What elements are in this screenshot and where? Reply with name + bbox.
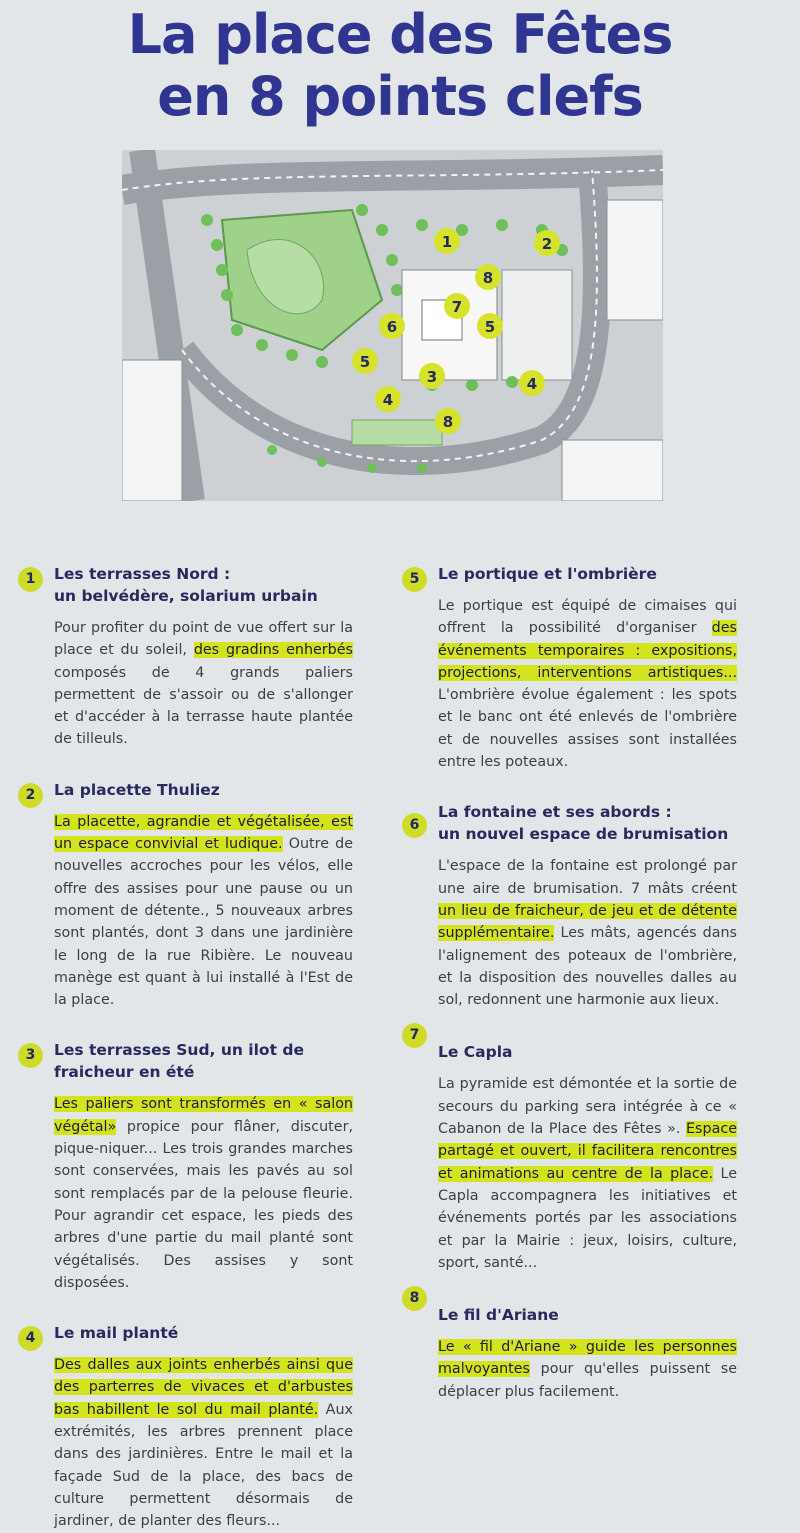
body-text: propice pour flâner, discuter, pique-niquer... Les trois grandes marches sont conservées, mais les pavés au sol sont remplacés par de la pelouse fleurie. Pour agrandir cet espace, les pieds des arbres d'une partie du mail planté sont végétalisés. Des assises y sont disposées. (54, 1118, 353, 1291)
body-text: Pour profiter du point de vue offert sur la place et du soleil, (54, 620, 353, 659)
section-number-badge: 8 (402, 1286, 427, 1311)
heading-line: Le Capla (438, 1043, 513, 1062)
section-number-badge: 1 (18, 567, 43, 592)
body-text: Le portique est équipé de cimaises qui offrent la possibilité d'organiser (438, 598, 737, 637)
heading-line: fraicheur en été (54, 1063, 195, 1082)
heading-line: La fontaine et ses abords : (438, 803, 672, 822)
section-heading (438, 1304, 737, 1326)
section-8 (402, 1286, 737, 1403)
section-heading (54, 779, 353, 801)
heading-line: un belvédère, solarium urbain (54, 587, 318, 605)
map-marker-8b: 8 (442, 413, 454, 431)
body-text: Outre de nouvelles accroches pour les vélos, elle offre des assises pour une pause ou un moment de détente., 5 nouveaux arbres sont plantés, dont 3 dans une jardinière le long de la rue Ribière. Le nouveau manège est quant à lui installé à l'Est de la place. (54, 836, 353, 1009)
section-number-badge: 3 (18, 1043, 43, 1068)
map-marker-2: 2 (541, 235, 553, 253)
section-heading (438, 1041, 737, 1063)
section-heading (438, 563, 737, 585)
map-marker-3: 3 (426, 368, 438, 386)
section-1 (18, 563, 353, 751)
section-number-badge: 6 (402, 813, 427, 838)
heading-line: Le mail planté (54, 1324, 179, 1343)
section-body (54, 617, 353, 751)
body-text: Les mâts, agencés dans l'alignement des poteaux de l'ombrière, et la disposition des nouvelles dalles au sol, redonnent une harmonie aux lieux. (438, 925, 737, 1009)
highlighted-text: Espace partagé et ouvert, il facilitera rencontres et animations au centre de la place. (438, 1121, 737, 1182)
section-body (54, 1354, 353, 1532)
heading-line: La placette Thuliez (54, 780, 220, 799)
body-text: composés de 4 grands paliers permettent de s'assoir ou de s'allonger et d'accéder à la terrasse haute plantée de tilleuls. (54, 664, 353, 748)
body-text: Aux extrémités, les arbres prennent place dans des jardinières. Entre le mail et la façade Sud de la place, des bacs de culture permettent désormais de jardiner, de planter des fleurs... (54, 1401, 353, 1530)
highlighted-text: Des dalles aux joints enherbés ainsi que des parterres de vivaces et d'arbustes bas habillent le sol du mail planté. (54, 1357, 353, 1418)
heading-line: Le fil d'Ariane (438, 1306, 559, 1325)
body-text: pour qu'elles puissent se déplacer plus facilement. (438, 1361, 737, 1400)
heading-line: un nouvel espace de brumisation (438, 825, 729, 844)
body-text: L'espace de la fontaine est prolongé par une aire de brumisation. 7 mâts créent (438, 858, 737, 897)
body-text: Le Capla accompagnera les initiatives et événements portés par les associations et par la Mairie : jeux, loisirs, culture, sport, santé... (438, 1165, 737, 1271)
map-marker-8a: 8 (482, 269, 494, 287)
section-body (438, 1073, 737, 1274)
section-2 (18, 779, 353, 1012)
section-5 (402, 563, 737, 773)
heading-line: Les terrasses Sud, un ilot de (54, 1041, 304, 1060)
section-7 (402, 1023, 737, 1274)
body-text: La pyramide est démontée et la sortie de secours du parking sera intégrée à ce « Cabanon de la Place des Fêtes ». (438, 1076, 737, 1138)
section-number-badge: 2 (18, 783, 43, 808)
title-line-1: La place des Fêtes (127, 3, 673, 66)
highlighted-text: Les paliers sont transformés en « salon végétal» (54, 1096, 353, 1135)
body-text: L'ombrière évolue également : les spots et le banc ont été enlevés de l'ombrière et de nouvelles assises sont installées entre les poteaux. (438, 687, 737, 771)
highlighted-text: des gradins enherbés (193, 642, 353, 659)
section-number-badge: 4 (18, 1326, 43, 1351)
section-4 (18, 1322, 353, 1532)
map-marker-6: 6 (386, 318, 398, 336)
site-plan-drawing (122, 150, 663, 501)
page-title (0, 4, 800, 128)
map-marker-4a: 4 (526, 375, 538, 393)
section-heading (54, 563, 353, 607)
section-heading (54, 1039, 353, 1083)
map-marker-5a: 5 (484, 318, 496, 336)
heading-line: Le portique et l'ombrière (438, 565, 657, 583)
map-marker-1: 1 (441, 233, 453, 251)
section-number-badge: 5 (402, 567, 427, 592)
highlighted-text: des événements temporaires : expositions, projections, interventions artistiques... (438, 620, 737, 681)
section-heading (54, 1322, 353, 1344)
map-marker-5b: 5 (359, 353, 371, 371)
highlighted-text: La placette, agrandie et végétalisée, est un espace convivial et ludique. (54, 813, 353, 853)
section-body (438, 1336, 737, 1403)
section-body (54, 1093, 353, 1294)
map-marker-7: 7 (451, 298, 463, 316)
map-marker-4b: 4 (382, 391, 394, 409)
highlighted-text: un lieu de fraicheur, de jeu et de détente supplémentaire. (438, 902, 737, 942)
section-3 (18, 1039, 353, 1294)
heading-line: Les terrasses Nord : (54, 565, 231, 583)
section-body (54, 811, 353, 1012)
site-plan-map (122, 150, 663, 501)
section-number-badge: 7 (402, 1023, 427, 1048)
title-line-2: en 8 points clefs (157, 65, 643, 128)
section-body (438, 855, 737, 1011)
section-heading (438, 801, 737, 845)
section-6 (402, 801, 737, 1011)
right-column (402, 563, 737, 1403)
left-column (18, 563, 353, 1533)
highlighted-text: Le « fil d'Ariane » guide les personnes malvoyantes (438, 1339, 737, 1378)
section-body (438, 595, 737, 773)
